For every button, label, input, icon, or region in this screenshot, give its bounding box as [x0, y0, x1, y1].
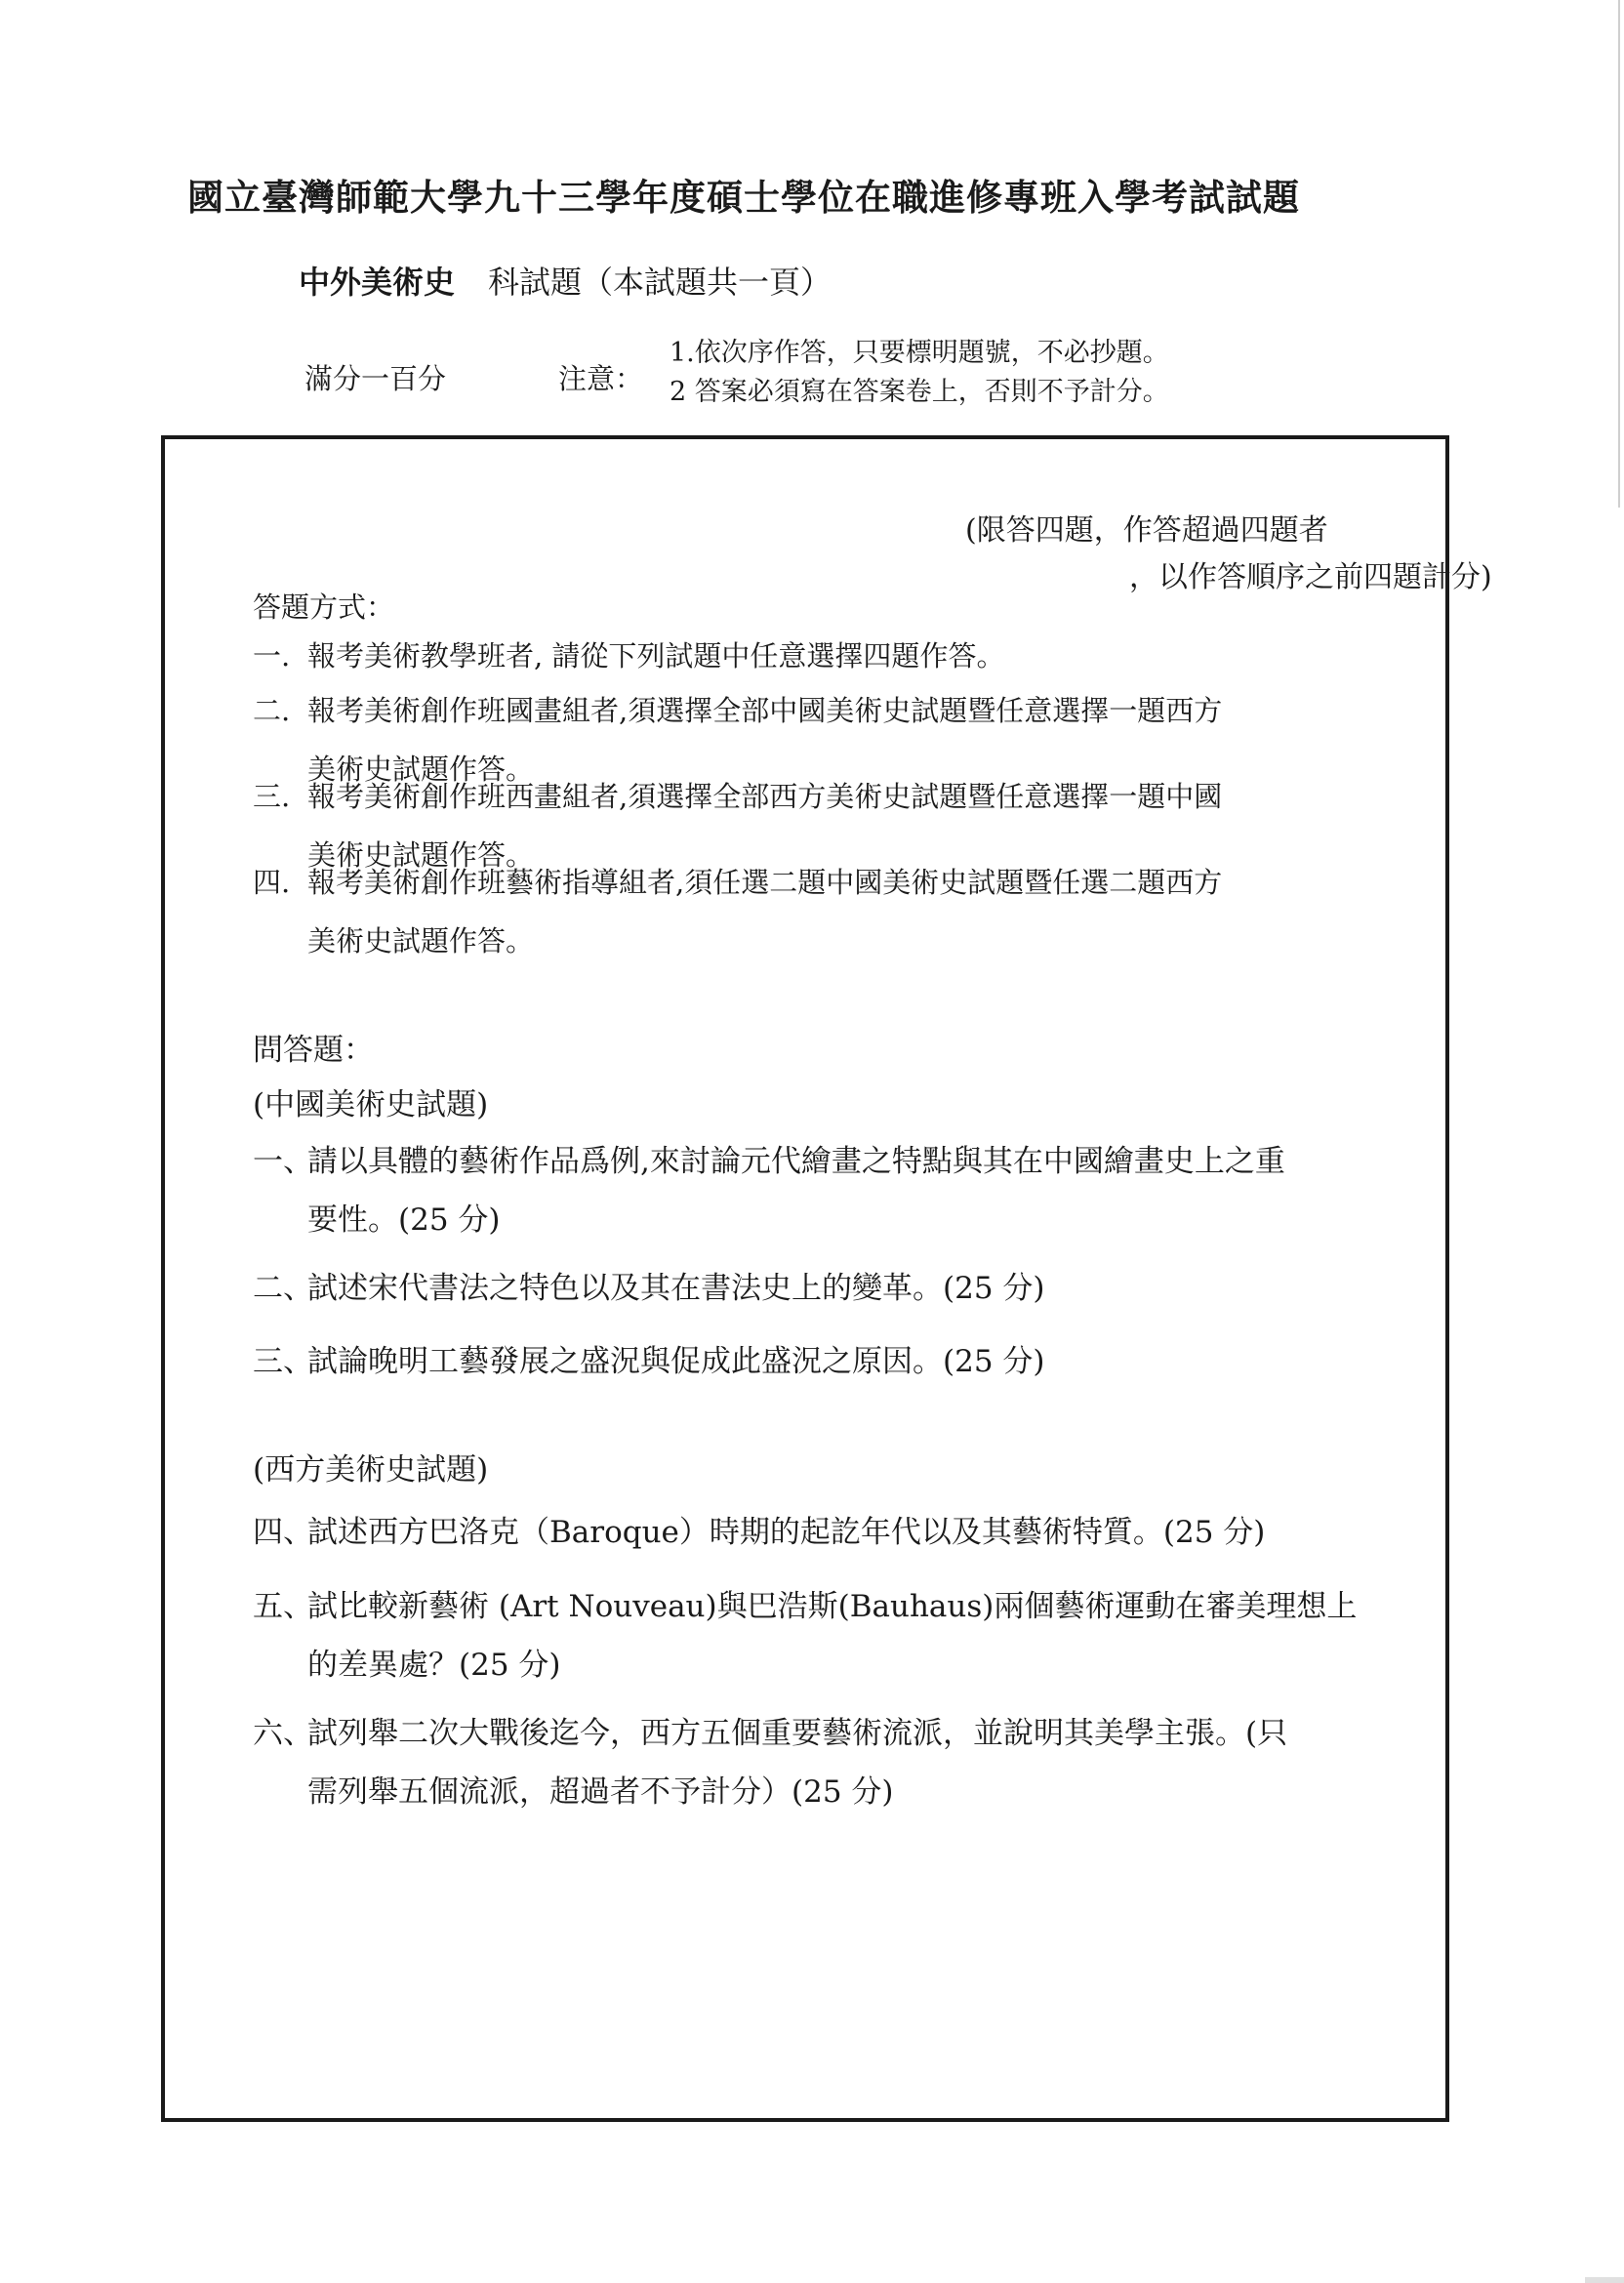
rule-number: 三. — [253, 780, 291, 813]
exam-title: 國立臺灣師範大學九十三學年度碩士學位在職進修專班入學考試試題 — [187, 176, 1300, 219]
subject-name: 中外美術史 — [299, 264, 456, 301]
question-item — [253, 1332, 1045, 1391]
question-number: 三、 — [253, 1344, 313, 1379]
rule-item — [253, 627, 1004, 685]
rule-text: 美術史試題作答。 — [307, 838, 535, 872]
question-text: 試比較新藝術 (Art Nouveau)與巴浩斯(Bauhaus)兩個藝術運動在審美理想上 — [307, 1589, 1358, 1624]
question-box — [161, 435, 1492, 2122]
scan-edge-mark — [1618, 0, 1620, 508]
rule-text: 報考美術創作班藝術指導組者,須任選二題中國美術史試題暨任選二題西方 — [307, 866, 1223, 899]
rule-text: 美術史試題作答。 — [307, 924, 535, 958]
question-text: 要性。(25 分) — [307, 1203, 501, 1238]
question-text: 試論晚明工藝發展之盛況與促成此盛況之原因。(25 分) — [307, 1344, 1045, 1379]
rule-number: 一. — [253, 639, 291, 673]
rule-item — [253, 853, 1222, 970]
notice-label: 注意： — [558, 362, 644, 395]
question-item — [253, 1503, 1265, 1562]
question-item — [253, 1704, 1287, 1821]
question-text: 請以具體的藝術作品爲例,來討論元代繪畫之特點與其在中國繪畫史上之重 — [307, 1144, 1285, 1179]
question-number: 二、 — [253, 1271, 313, 1306]
subject-line — [299, 258, 832, 303]
rule-text: 報考美術創作班國畫組者,須選擇全部中國美術史試題暨任意選擇一題西方 — [307, 694, 1223, 727]
rule-number: 二. — [253, 694, 291, 727]
question-text: 需列舉五個流派，超過者不予計分）(25 分) — [307, 1774, 894, 1810]
answer-limit-note — [965, 508, 1492, 601]
question-item — [253, 1132, 1285, 1249]
question-text: 試述宋代書法之特色以及其在書法史上的變革。(25 分) — [307, 1271, 1045, 1306]
rule-text: 美術史試題作答。 — [307, 753, 535, 786]
chinese-section-heading: (中國美術史試題) — [253, 1087, 489, 1122]
notice-list — [670, 334, 1169, 412]
scan-corner-mark — [1585, 2277, 1624, 2283]
rule-text: 報考美術創作班西畫組者,須選擇全部西方美術史試題暨任意選擇一題中國 — [307, 780, 1223, 813]
question-number: 六、 — [253, 1716, 313, 1751]
qa-label: 問答題： — [253, 1033, 374, 1068]
question-text: 的差異處？(25 分) — [307, 1648, 561, 1683]
question-item — [253, 1577, 1357, 1694]
full-score: 滿分一百分 — [304, 362, 447, 395]
answer-method-label: 答題方式： — [253, 591, 395, 624]
question-number: 五、 — [253, 1589, 313, 1624]
limit-line: (限答四題，作答超過四題者 — [965, 513, 1328, 548]
subject-suffix: 科試題（本試題共一頁） — [488, 264, 832, 301]
notice-item: 2 答案必須寫在答案卷上，否則不予計分。 — [670, 377, 1169, 407]
question-item — [253, 1259, 1045, 1318]
notice-item: 1.依次序作答，只要標明題號，不必抄題。 — [670, 338, 1169, 368]
question-number: 一、 — [253, 1144, 313, 1179]
limit-line: ，以作答順序之前四題計分) — [1129, 560, 1492, 594]
rule-number: 四. — [253, 866, 291, 899]
rule-text: 報考美術教學班者, 請從下列試題中任意選擇四題作答。 — [307, 639, 1005, 673]
question-number: 四、 — [253, 1515, 313, 1550]
question-text: 試述西方巴洛克（Baroque）時期的起訖年代以及其藝術特質。(25 分) — [307, 1515, 1266, 1550]
question-text: 試列舉二次大戰後迄今，西方五個重要藝術流派，並說明其美學主張。(只 — [307, 1716, 1288, 1751]
western-section-heading: (西方美術史試題) — [253, 1452, 489, 1488]
